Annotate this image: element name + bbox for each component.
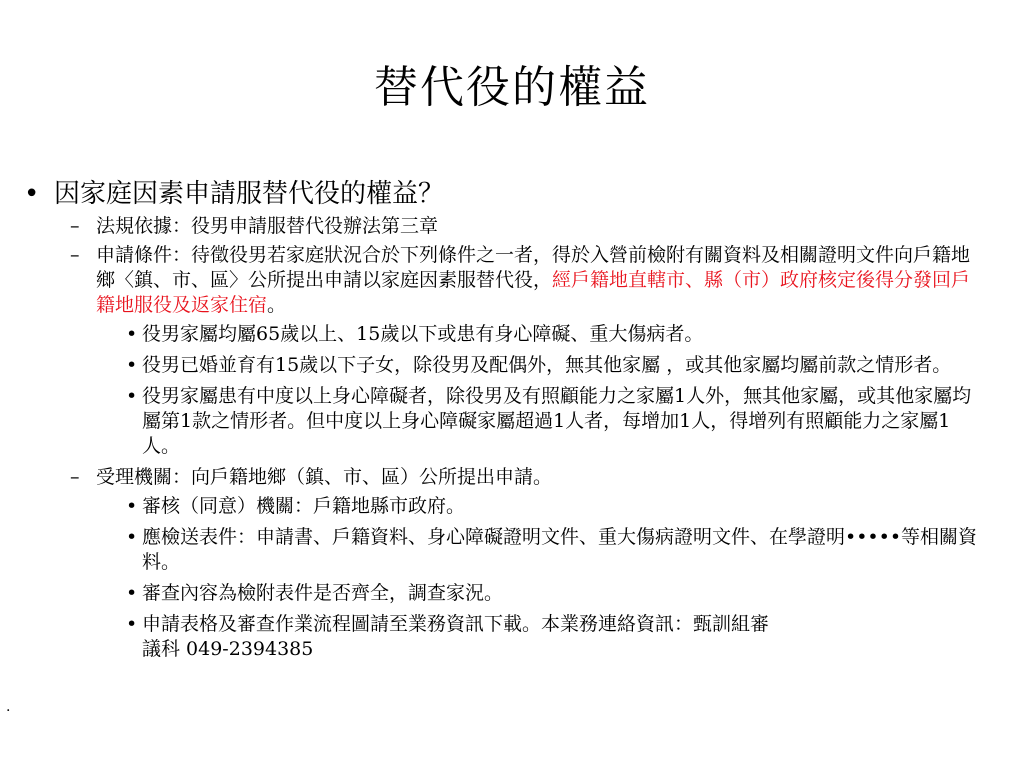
conditions-intro: 申請條件：待徵役男若家庭狀況合於下列條件之一者，得於入營前檢附有關資料及相關證明文件向戶籍地鄉〈鎮、市、區〉公所提出申請以家庭因素服替代役， [96, 244, 971, 291]
agency-item [24, 465, 984, 490]
bullet-marker: • [24, 179, 40, 209]
agency-subitem-text: 審核（同意）機關：戶籍地縣市政府。 [142, 495, 466, 517]
contact-info-line2: 議科 049-2394385 [142, 638, 314, 660]
condition-subitem [24, 322, 984, 347]
agency-subitem [24, 525, 984, 575]
condition-text: 役男家屬患有中度以上身心障礙者，除役男及有照顧能力之家屬1人外，無其他家屬，或其他家屬均屬第1款之情形者。但中度以上身心障礙家屬超過1人者，每增加1人，得增列有照顧能力之家屬1人。 [142, 385, 972, 457]
law-basis-item [24, 214, 984, 239]
agency-subitem [24, 494, 984, 519]
slide-body [24, 176, 984, 668]
law-basis-text: 法規依據：役男申請服替代役辦法第三章 [96, 215, 439, 237]
sub-bullet-marker: • [126, 323, 138, 345]
sub-bullet-marker: • [126, 582, 138, 604]
agency-text: 受理機關：向戶籍地鄉（鎮、市、區）公所提出申請。 [96, 466, 553, 488]
condition-text: 役男已婚並育有15歲以下子女，除役男及配偶外，無其他家屬 ，或其他家屬均屬前款之情形者。 [142, 354, 952, 376]
condition-subitem [24, 353, 984, 378]
agency-subitem [24, 612, 984, 662]
conditions-end: 。 [267, 294, 287, 316]
main-heading: 因家庭因素申請服替代役的權益？ [54, 179, 445, 209]
condition-text: 役男家屬均屬65歲以上、15歲以下或患有身心障礙、重大傷病者。 [142, 323, 704, 345]
agency-subitem-text: 應檢送表件：申請書、戶籍資料、身心障礙證明文件、重大傷病證明文件、在學證明•••••等相關資料。 [142, 526, 978, 573]
condition-subitem [24, 384, 984, 459]
sub-bullet-marker: • [126, 495, 138, 517]
sub-bullet-marker: • [126, 613, 138, 635]
dash-marker: – [70, 244, 80, 266]
sub-bullet-marker: • [126, 385, 138, 407]
dash-marker: – [70, 215, 80, 237]
slide-title: 替代役的權益 [374, 62, 650, 113]
conditions-highlight: 經戶籍地直轄市、縣（市）政府核定後得分發回戶籍地服役及返家住宿 [96, 269, 971, 316]
sub-bullet-marker: • [126, 354, 138, 376]
stray-mark: . [6, 699, 11, 715]
dash-marker: – [70, 466, 80, 488]
agency-subitem [24, 581, 984, 606]
contact-info-line1: 申請表格及審查作業流程圖請至業務資訊下載。本業務連絡資訊：甄訓組審 [142, 613, 770, 635]
main-bullet [24, 176, 984, 212]
agency-subitem-text: 審查內容為檢附表件是否齊全，調查家況。 [142, 582, 504, 604]
sub-bullet-marker: • [126, 526, 138, 548]
conditions-item [24, 243, 984, 318]
